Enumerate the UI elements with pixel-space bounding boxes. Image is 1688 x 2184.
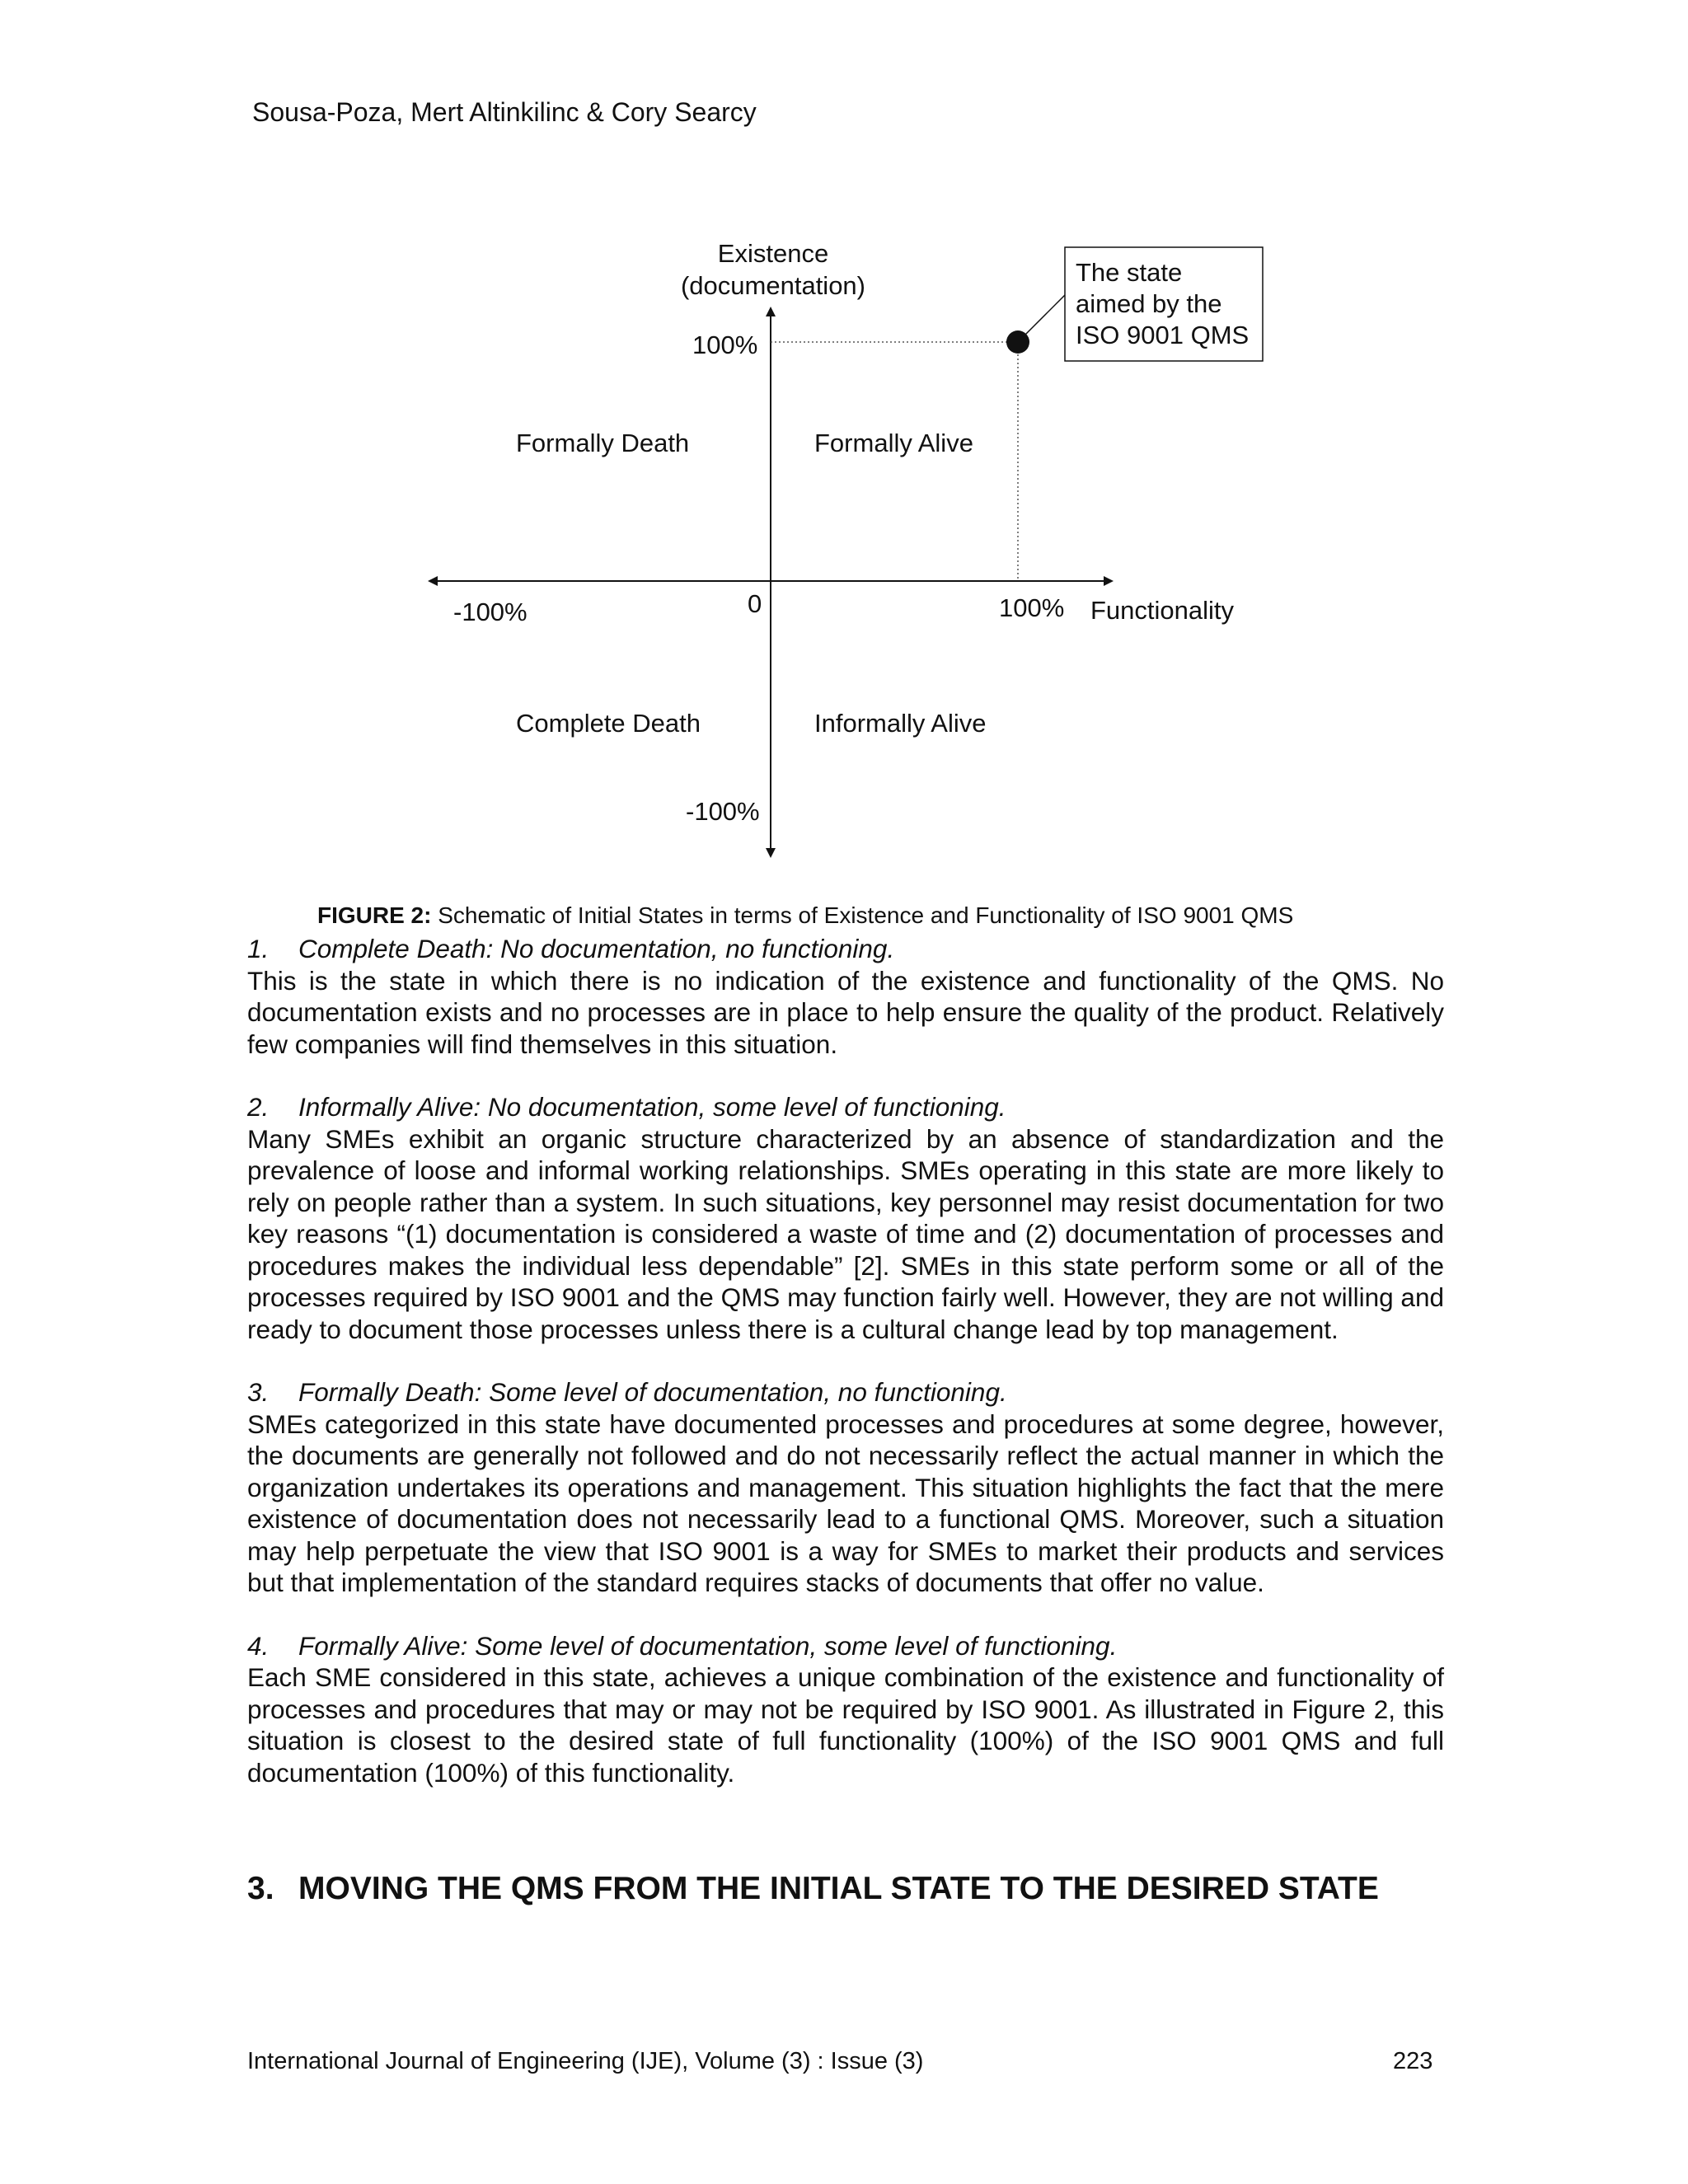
item-number: 2. xyxy=(247,1092,270,1122)
footer-journal: International Journal of Engineering (IJE), Volume (3) : Issue (3) xyxy=(247,2048,924,2074)
callout-leader-line xyxy=(1025,295,1065,335)
item-title: Complete Death: No documentation, no functioning xyxy=(298,934,888,963)
origin-label: 0 xyxy=(748,589,762,618)
section-title: MOVING THE QMS FROM THE INITIAL STATE TO THE DESIRED STATE xyxy=(298,1871,1379,1906)
y-bottom-tick-label: -100% xyxy=(686,797,760,826)
figure-caption xyxy=(317,902,1293,929)
item-number: 4. xyxy=(247,1630,270,1661)
item-heading: 4. Formally Alive: Some level of documentation, some level of functioning. xyxy=(247,1630,1118,1661)
callout-line-1: The state xyxy=(1076,258,1183,287)
target-state-point xyxy=(1006,330,1029,354)
quadrant-label-bottom-left: Complete Death xyxy=(516,709,701,738)
item-title: Formally Alive: Some level of documentation, some level of functioning xyxy=(298,1630,1110,1661)
item-paragraph: Many SMEs exhibit an organic structure characterized by an absence of standardization and the prevalence of loose and informal working relationships. SMEs operating in this state are more likely to rely on people rather than a system. In such situations, key personnel may resist documentation for two key reasons “(1) documentation is considered a waste of time and (2) documentation of processes and procedures makes the individual less dependable” [2]. SMEs in this state perform some or all of the processes required by ISO 9001 and the QMS may function fairly well. However, they are not willing and ready to document those processes unless there is a cultural change lead by top management. xyxy=(247,1123,1444,1344)
callout-line-3: ISO 9001 QMS xyxy=(1076,321,1250,349)
caption-label: FIGURE 2: xyxy=(317,902,432,928)
item-2 xyxy=(247,1091,1444,1345)
section-heading xyxy=(247,1871,1379,1907)
item-heading: 1. Complete Death: No documentation, no functioning. xyxy=(247,934,895,963)
running-head: Sousa-Poza, Mert Altinkilinc & Cory Searcy xyxy=(252,97,757,127)
section-number: 3. xyxy=(247,1871,274,1906)
x-left-tick-label: -100% xyxy=(453,598,528,626)
body-text xyxy=(247,933,1444,1788)
x-axis-title: Functionality xyxy=(1090,596,1235,625)
quadrant-label-bottom-right: Informally Alive xyxy=(814,709,987,738)
item-3 xyxy=(247,1376,1444,1599)
quadrant-label-top-left: Formally Death xyxy=(516,429,690,457)
item-paragraph: SMEs categorized in this state have documented processes and procedures at some degree, however, the documents are generally not followed and do not necessarily reflect the actual manner in which the organization undertakes its operations and management. This situation highlights the fact that the mere existence of documentation does not necessarily lead to a functional QMS. Moreover, such a situation may help perpetuate the view that ISO 9001 is a way for SMEs to market their products and services but that implementation of the standard requires stacks of documents that offer no value. xyxy=(247,1408,1444,1597)
callout-line-2: aimed by the xyxy=(1076,289,1222,318)
item-paragraph: This is the state in which there is no indication of the existence and functionality of the QMS. No documentation exists and no processes are in place to help ensure the quality of the product. Relatively few companies will find themselves in this situation. xyxy=(247,965,1444,1059)
y-top-tick-label: 100% xyxy=(692,330,758,359)
item-paragraph: Each SME considered in this state, achieves a unique combination of the existence and functionality of processes and procedures that may or may not be required by ISO 9001. As illustrated in Figure 2, this situation is closest to the desired state of full functionality (100%) of the ISO 9001 QMS and full documentation (100%) of this functionality. xyxy=(247,1662,1444,1788)
y-axis-title-line-1: Existence xyxy=(717,239,829,268)
item-heading: 2. Informally Alive: No documentation, some level of functioning. xyxy=(247,1092,1006,1122)
item-4 xyxy=(247,1630,1444,1789)
quadrant-label-top-right: Formally Alive xyxy=(814,429,973,457)
item-1 xyxy=(247,933,1444,1060)
item-number: 1. xyxy=(247,934,270,963)
caption-text: Schematic of Initial States in terms of Existence and Functionality of ISO 9001 QMS xyxy=(438,902,1294,928)
item-heading: 3. Formally Death: Some level of documentation, no functioning. xyxy=(247,1377,1007,1407)
footer-page-number: 223 xyxy=(1393,2048,1433,2074)
x-right-tick-label: 100% xyxy=(999,593,1065,622)
item-title: Informally Alive: No documentation, some level of functioning xyxy=(298,1092,999,1122)
item-title: Formally Death: Some level of documentation, no functioning xyxy=(298,1377,1000,1407)
item-number: 3. xyxy=(247,1377,270,1407)
y-axis-title-line-2: (documentation) xyxy=(680,271,866,300)
figure-2-chart xyxy=(0,0,1688,890)
